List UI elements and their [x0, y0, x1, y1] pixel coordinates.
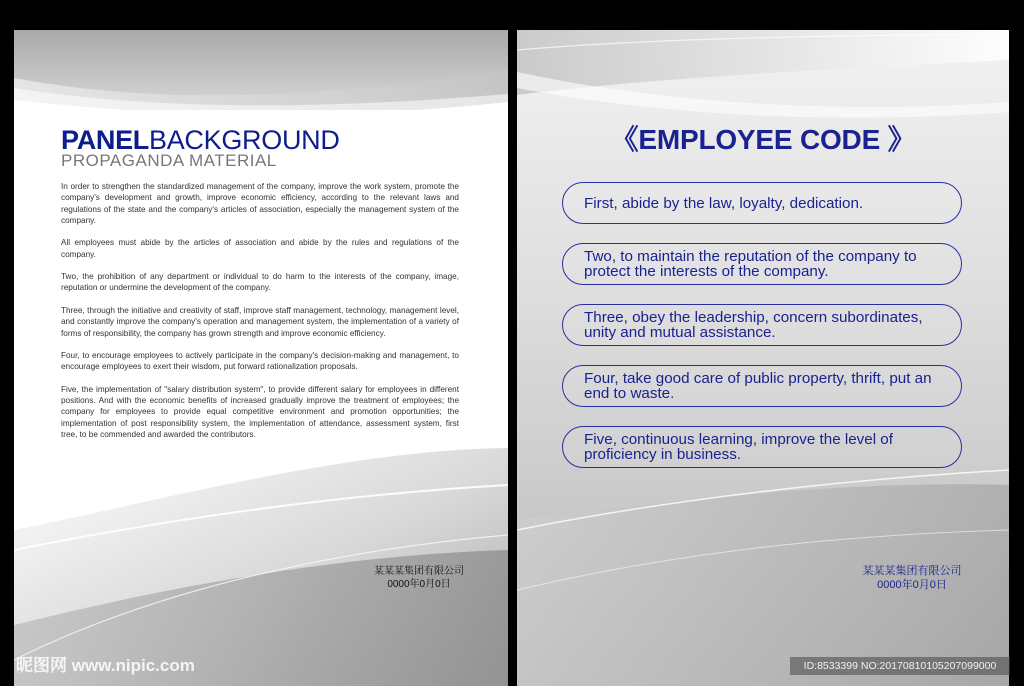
panel-title — [61, 126, 340, 154]
left-footer — [359, 565, 479, 591]
right-footer — [847, 564, 977, 592]
rule-text: Four, take good care of public property, thrift, put an end to waste. — [584, 370, 932, 402]
rule-item-4 — [562, 365, 962, 407]
body-text — [61, 181, 459, 451]
paragraph-1: In order to strengthen the standardized management of the company, improve the work system, promote the company's development and growth, improve economic efficiency, according to the relevant laws and regulations of the state and the company's articles of association, especially the management system of the company. — [61, 182, 459, 225]
footer-date: 0000年0月0日 — [877, 579, 947, 591]
id-watermark: ID:8533399 NO:20170810105207099000 — [790, 657, 1010, 675]
footer-date: 0000年0月0日 — [387, 579, 451, 590]
paragraph-6: Five, the implementation of "salary distribution system", to provide different salary for employees in different positions. And with the economic benefits of increased gradually improve the treatment of employees; the company for employees to provide equal competitive environment and promotion opportunities; the implementation of post responsibility system, the implementation of attendance, assessment system, first tree, to be commended and awarded the contributors. — [61, 384, 459, 439]
paragraph-3: Two, the prohibition of any department or individual to do harm to the interests of the company, image, reputation or undermine the development of the company. — [61, 272, 459, 293]
title-light: BACKGROUND — [149, 125, 340, 155]
title-bold: PANEL — [61, 125, 150, 155]
paragraph-5: Four, to encourage employees to actively participate in the company's decision-making and management, to encourage employees to exert their wisdom, put forward rationalization proposals. — [61, 351, 459, 372]
rule-text: Three, obey the leadership, concern subordinates, unity and mutual assistance. — [584, 309, 923, 341]
rule-text: First, abide by the law, loyalty, dedication. — [584, 194, 864, 212]
panel-subtitle: PROPAGANDA MATERIAL — [61, 151, 277, 170]
rule-item-5 — [562, 426, 962, 468]
left-panel — [14, 30, 508, 686]
paragraph-2: All employees must abide by the articles of association and abide by the rules and regulations of the company. — [61, 238, 459, 259]
rule-item-1 — [562, 182, 962, 224]
employee-code-title: 《EMPLOYEE CODE 》 — [610, 124, 916, 155]
rule-text: Five, continuous learning, improve the level of proficiency in business. — [584, 431, 893, 463]
paragraph-4: Three, through the initiative and creativity of staff, improve staff management, technology, management level, and constantly improve the company's operation and management system, the implementation of a variety of forms of responsibility, the company has grown strength and improve economic efficiency. — [61, 305, 459, 338]
right-panel — [517, 30, 1009, 686]
site-watermark: 昵图网 www.nipic.com — [16, 656, 195, 675]
company-name: 某某某集团有限公司 — [862, 565, 962, 577]
rule-item-3 — [562, 304, 962, 346]
rule-text: Two, to maintain the reputation of the company to protect the interests of the company. — [584, 248, 917, 280]
company-name: 某某某集团有限公司 — [374, 566, 464, 577]
rule-item-2 — [562, 243, 962, 285]
